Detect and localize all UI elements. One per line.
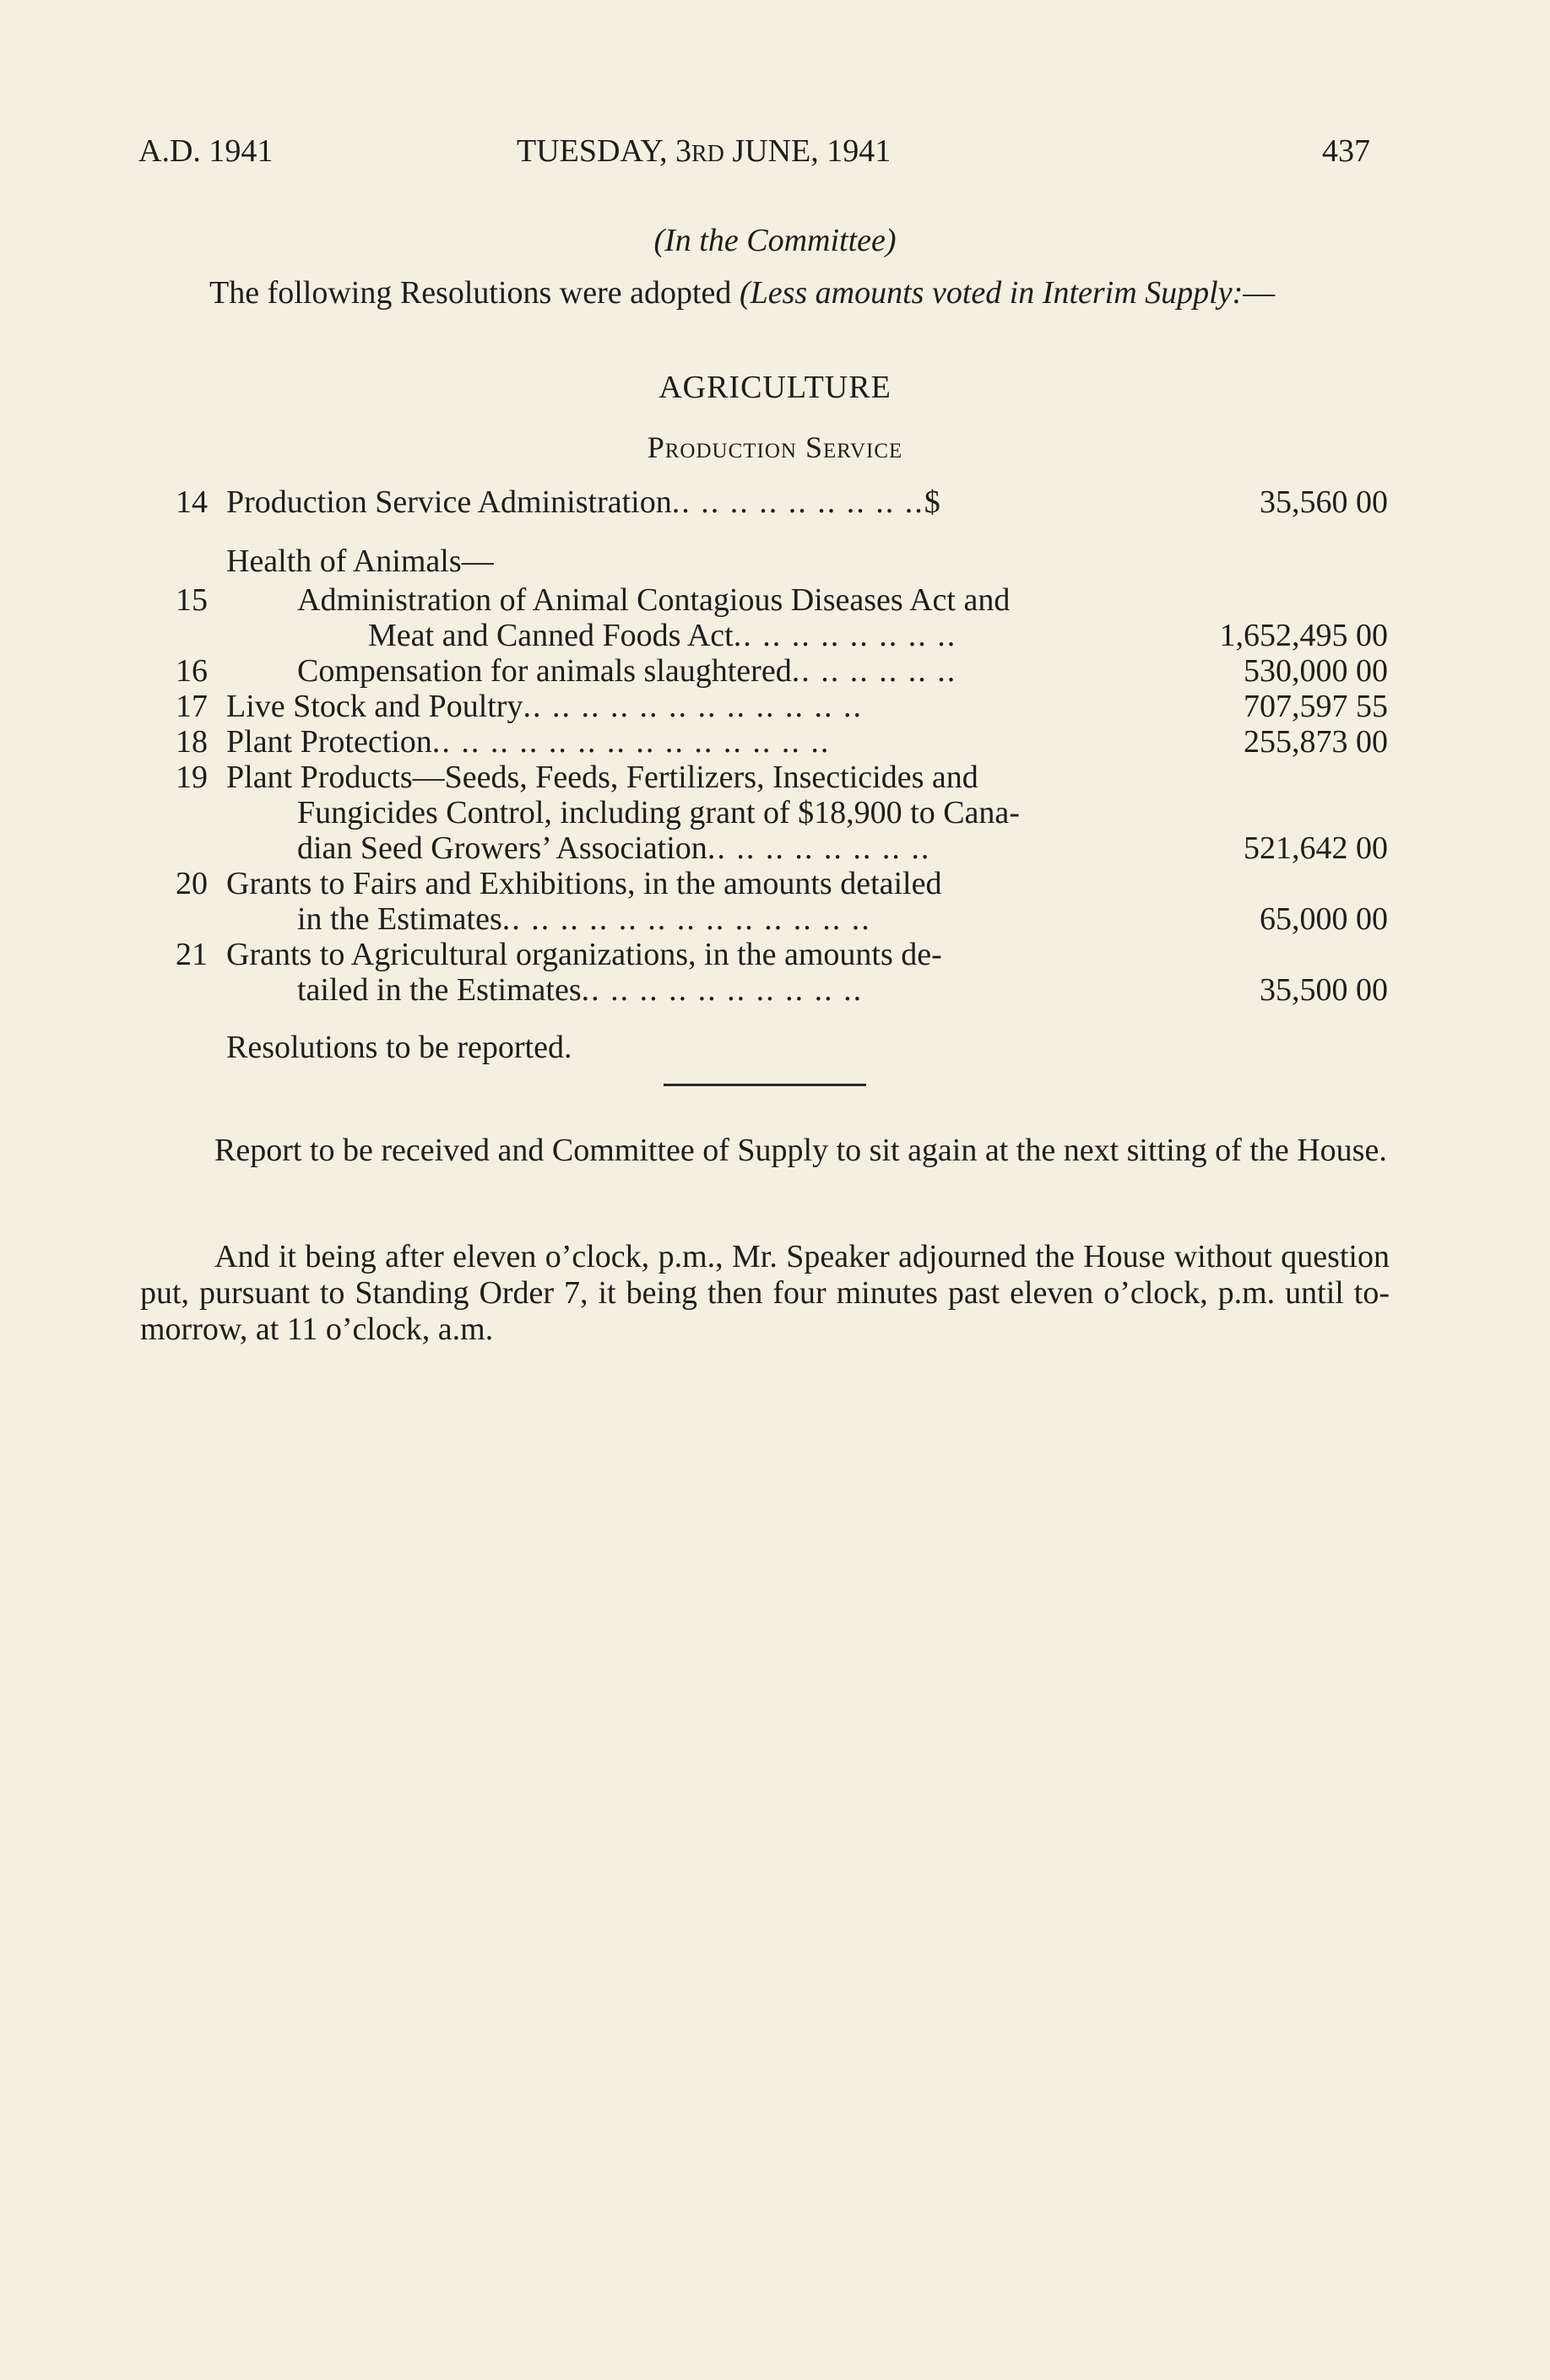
adjournment-paragraph: And it being after eleven o’clock, p.m., Mr. Speaker adjourned the House without question put, pursuant to Standing Order 7, it being then four minutes past eleven o’clock, p.m. until to-morrow, at 11 o’clock, a.m. (140, 1239, 1390, 1347)
item-label-line1: Grants to Agricultural organizations, in the amounts de- (226, 937, 942, 972)
item-amount: 530,000 00 (1244, 653, 1388, 689)
header-date-pre: TUESDAY, 3 (517, 133, 691, 169)
intro-paragraph (140, 275, 1390, 311)
item-label-text: Production Service Administration (226, 484, 672, 520)
item-label-line2 (297, 972, 863, 1008)
item-label-text: tailed in the Estimates (297, 972, 582, 1008)
leader-dots: .. .. .. .. .. .. .. .. .. .. .. .. .. .. (431, 724, 831, 760)
header-year: A.D. 1941 (138, 133, 274, 169)
header-date (517, 132, 891, 174)
item-number: 17 (176, 689, 208, 724)
item-label-line2 (297, 901, 871, 937)
leader-dots: .. .. .. .. .. .. .. .. .. (671, 484, 924, 520)
dollar-sign: $ (924, 484, 940, 520)
item-label (297, 653, 957, 689)
item-label-line2 (368, 618, 957, 653)
item-label-line1: Grants to Fairs and Exhibitions, in the amounts detailed (226, 866, 942, 901)
leader-dots: .. .. .. .. .. .. .. .. .. .. (581, 972, 864, 1008)
intro-italic: (Less amounts voted in Interim Supply: (739, 275, 1244, 311)
item-number: 16 (176, 653, 208, 689)
committee-note: (In the Committee) (653, 223, 897, 258)
item-number: 15 (176, 582, 208, 618)
leader-dots: .. .. .. .. .. .. (791, 653, 957, 689)
item-label (226, 689, 863, 724)
item-label-text: Meat and Canned Foods Act (368, 618, 734, 653)
item-label-line3 (297, 830, 930, 866)
item-label-line1: Plant Products—Seeds, Feeds, Fertilizers, Insecticides and (226, 760, 978, 795)
item-label (226, 484, 940, 520)
item-amount: 1,652,495 00 (1219, 618, 1388, 653)
leader-dots: .. .. .. .. .. .. .. .. (733, 618, 957, 653)
item-label-line2: Fungicides Control, including grant of $18,900 to Cana- (297, 795, 1020, 830)
item-number: 20 (176, 866, 208, 901)
item-amount: 255,873 00 (1244, 724, 1388, 760)
intro-dash: — (1243, 275, 1276, 311)
item-label-text: Live Stock and Poultry (226, 689, 523, 724)
page-number: 437 (1322, 133, 1370, 169)
header-date-suffix: RD (691, 141, 724, 167)
item-amount: 521,642 00 (1244, 830, 1388, 866)
item-amount: 35,560 00 (1260, 484, 1388, 520)
item-amount: 65,000 00 (1260, 901, 1388, 937)
item-label-text: Compensation for animals slaughtered (297, 653, 792, 689)
item-label-line1: Administration of Animal Contagious Diseases Act and (297, 582, 1011, 618)
item-amount: 35,500 00 (1260, 972, 1388, 1008)
resolutions-reported: Resolutions to be reported. (226, 1030, 572, 1065)
leader-dots: .. .. .. .. .. .. .. .. (707, 830, 931, 866)
section-heading: Production Service (647, 430, 903, 464)
item-number: 18 (176, 724, 208, 760)
section-divider (664, 1084, 866, 1086)
item-label (226, 724, 830, 760)
item-number: 14 (176, 484, 208, 520)
item-label-text: in the Estimates (297, 901, 502, 937)
item-amount: 707,597 55 (1244, 689, 1388, 724)
item-number: 21 (176, 937, 208, 972)
leader-dots: .. .. .. .. .. .. .. .. .. .. .. .. (523, 689, 863, 724)
report-paragraph: Report to be received and Committee of Supply to sit again at the next sitting of the House. (214, 1133, 1387, 1168)
item-label-text: Plant Protection (226, 724, 432, 760)
intro-text: The following Resolutions were adopted (209, 275, 740, 311)
item-label-text: dian Seed Growers’ Association (297, 830, 707, 866)
item-number: 19 (176, 760, 208, 795)
subheading-label: Health of Animals— (226, 544, 494, 579)
leader-dots: .. .. .. .. .. .. .. .. .. .. .. .. .. (501, 901, 871, 937)
department-heading: AGRICULTURE (658, 370, 892, 405)
header-date-post: JUNE, 1941 (724, 133, 892, 169)
